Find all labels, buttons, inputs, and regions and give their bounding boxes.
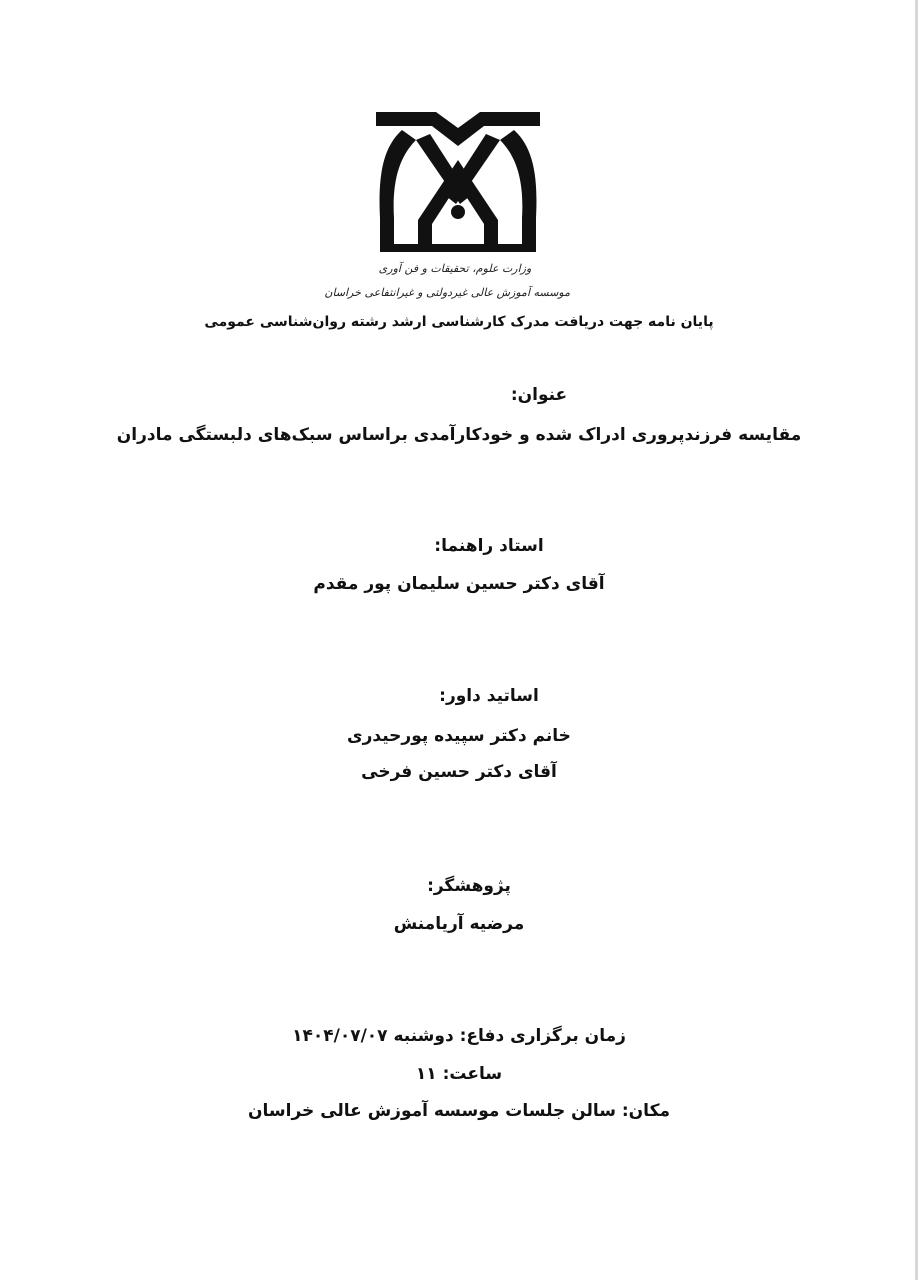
ministry-caption: وزارت علوم، تحقیقات و فن آوری	[378, 262, 532, 275]
advisor-label: استاد راهنما:	[434, 536, 544, 556]
referee-name-1: خانم دکتر سپیده پورحیدری	[347, 726, 571, 746]
thesis-title: مقایسه فرزندپروری ادراک شده و خودکارآمدی براساس سبک‌های دلبستگی مادران	[116, 425, 802, 445]
degree-line: پایان نامه جهت دریافت مدرک کارشناسی ارشد رشته روان‌شناسی عمومی	[204, 314, 714, 330]
defense-place: مکان: سالن جلسات موسسه آموزش عالی خراسان	[248, 1101, 670, 1121]
university-emblem-icon	[372, 108, 544, 256]
institute-caption: موسسه آموزش عالی غیردولتی و غیرانتفاعی خراسان	[324, 286, 570, 299]
defense-time: ساعت: ۱۱	[415, 1064, 503, 1084]
referee-name-2: آقای دکتر حسین فرخی	[361, 762, 557, 782]
title-label: عنوان:	[510, 385, 568, 405]
advisor-name: آقای دکتر حسین سلیمان پور مقدم	[313, 574, 605, 594]
referees-label: اساتید داور:	[439, 686, 539, 706]
researcher-label: پژوهشگر:	[427, 876, 511, 896]
defense-date: زمان برگزاری دفاع: دوشنبه ۱۴۰۴/۰۷/۰۷	[292, 1026, 626, 1046]
researcher-name: مرضیه آریامنش	[393, 914, 525, 934]
